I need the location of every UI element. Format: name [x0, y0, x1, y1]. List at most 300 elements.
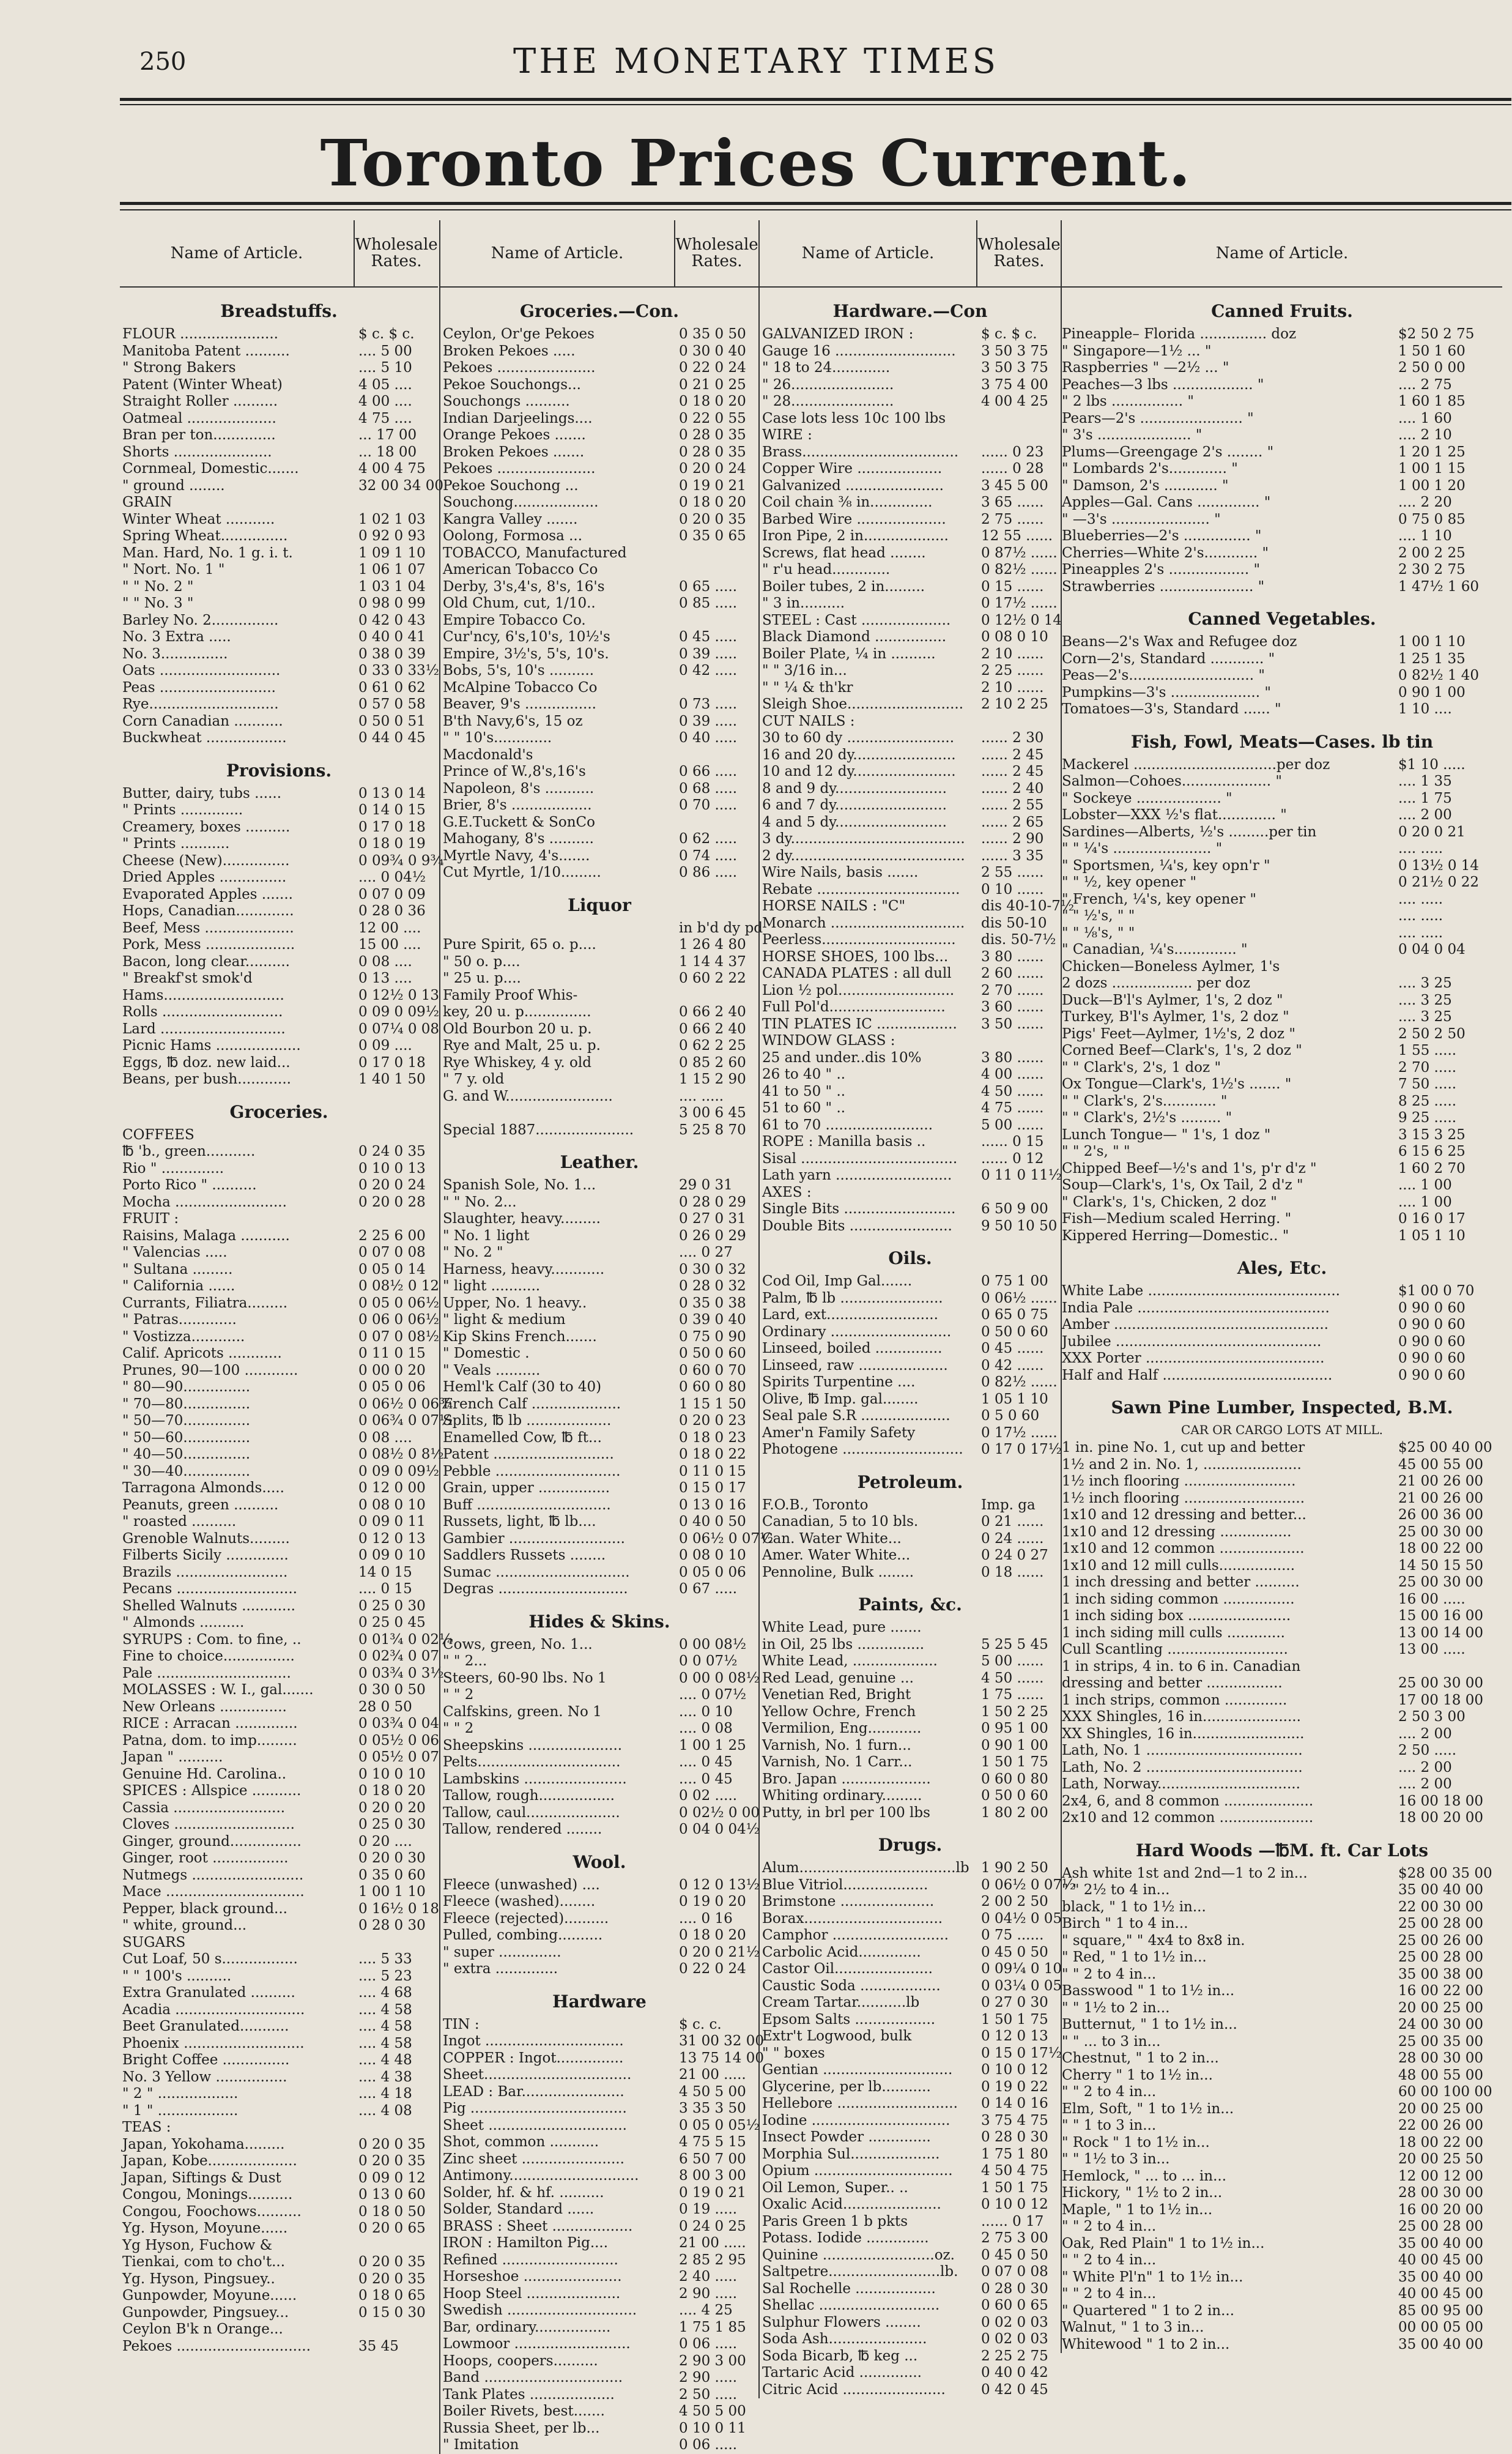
price-row [1062, 1334, 1502, 1351]
wholesale-rate: .... 4 38 [358, 2069, 412, 2085]
wholesale-rate: 0 18 0 22 [679, 1446, 746, 1462]
wholesale-rate: 0 04 0 04 [1398, 942, 1466, 957]
article-name: Sulphur Flowers ........ [762, 2314, 921, 2330]
wholesale-rate: 0 05 0 06½ [358, 1295, 440, 1311]
section-title: Ales, Etc. [1237, 1258, 1327, 1278]
article-name: Ginger, root ................. [122, 1850, 289, 1866]
article-name: Pale .............................. [122, 1665, 291, 1681]
price-row [1062, 1350, 1502, 1367]
article-name: Basswood " 1 to 1½ in... [1062, 1983, 1235, 1999]
wholesale-rate: 0 09 0 11 [358, 1514, 426, 1530]
wholesale-rate: 14 50 15 50 [1398, 1557, 1483, 1574]
price-row [440, 2050, 764, 2067]
wholesale-rate: 16 00 22 00 [1398, 1983, 1483, 1999]
article-name: Walnut, " 1 to 3 in... [1062, 2319, 1204, 2335]
price-row [1062, 1161, 1502, 1178]
article-name: Solder, hf. & hf. .......... [443, 2184, 604, 2201]
article-name: Slaughter, heavy......... [443, 1211, 601, 1227]
article-name: Oak, Red Plain" 1 to 1½ in... [1062, 2235, 1265, 2251]
wholesale-rate: 0 28 0 36 [358, 903, 426, 919]
price-row [1062, 1558, 1502, 1575]
wholesale-rate: 0 07 0 08 [358, 1244, 426, 1260]
price-row [760, 898, 1075, 915]
article-name: Peaches—3 lbs .................. " [1062, 376, 1264, 393]
wholesale-rate: 4 50 5 00 [679, 2403, 746, 2419]
wholesale-rate: 0 00 0 20 [358, 1362, 426, 1378]
article-name: B'th Navy,6's, 15 oz [443, 713, 583, 729]
article-name: Myrtle Navy, 4's....... [443, 847, 590, 864]
article-name: Filberts Sicily .............. [122, 1547, 289, 1563]
wholesale-rate: 0 74 ..... [679, 847, 738, 864]
article-name: Broken Pekoes ....... [443, 444, 585, 460]
price-row [440, 831, 758, 848]
wholesale-rate: 0 13 0 60 [358, 2187, 426, 2203]
price-row [120, 696, 438, 713]
wholesale-rate: 0 09 0 12 [358, 2170, 426, 2186]
article-name: LEAD : Bar....................... [443, 2083, 624, 2100]
price-row [760, 1117, 1061, 1134]
wholesale-rate: 1 20 1 25 [1398, 444, 1466, 460]
wholesale-rate: 7 50 ..... [1398, 1076, 1457, 1092]
article-name: black, " 1 to 1½ in... [1062, 1898, 1206, 1915]
price-row [760, 1307, 1061, 1324]
article-name: " Strong Bakers [122, 360, 236, 376]
price-row [1062, 343, 1502, 360]
wholesale-rate: 2 75 ...... [981, 511, 1044, 527]
article-name: SPICES : Allspice ........... [122, 1783, 302, 1799]
article-name: Lath, Norway................................ [1062, 1776, 1300, 1792]
wholesale-rate: 2 85 2 95 [679, 2251, 746, 2268]
price-row [1062, 377, 1502, 394]
wholesale-rate: $2 50 2 75 [1398, 326, 1475, 342]
price-row [1062, 545, 1502, 562]
article-name: Hemlock, " ... to ... in... [1062, 2168, 1227, 2184]
wholesale-rate: 00 00 05 00 [1398, 2319, 1483, 2335]
price-row [440, 987, 758, 1005]
price-row [760, 494, 1061, 511]
wholesale-rate: .... 2 75 [1398, 376, 1452, 393]
price-row [1062, 1726, 1502, 1743]
price-row [760, 1167, 1061, 1184]
wholesale-rate [1392, 959, 1502, 976]
article-name: Empire Tobacco Co. [443, 612, 586, 628]
article-name: IRON : Hamilton Pig.... [443, 2235, 609, 2251]
price-row [120, 1648, 438, 1665]
article-name: Ginger, ground................ [122, 1833, 302, 1850]
wholesale-rate: 0 07¼ 0 08 [358, 1021, 440, 1037]
price-row [1062, 2151, 1502, 2168]
wholesale-rate: $ c. c. [679, 2016, 722, 2032]
wholesale-rate [975, 411, 1061, 428]
wholesale-rate: 4 50 ...... [981, 1083, 1044, 1099]
wholesale-rate: 0 82½ 1 40 [1398, 667, 1480, 683]
article-name: Corn—2's, Standard ............ " [1062, 650, 1275, 667]
wholesale-rate: 0 45 ..... [679, 629, 738, 645]
article-name: Raisins, Malaga ........... [122, 1227, 290, 1244]
wholesale-rate: 0 08½ 0 8½ [358, 1446, 444, 1462]
wholesale-rate: 0 04½ 0 05 [981, 1910, 1062, 1927]
wholesale-rate: 0 08 .... [358, 953, 412, 970]
price-row [760, 1050, 1061, 1067]
wholesale-rate: 0 06 0 06½ [358, 1312, 440, 1328]
article-name: " light ........... [443, 1278, 541, 1294]
article-name: Pork, Mess .................... [122, 937, 295, 953]
article-name: " 7 y. old [443, 1071, 505, 1087]
article-name: " " ¼ & th'kr [762, 679, 853, 696]
price-row [120, 393, 438, 411]
price-row [120, 1867, 438, 1884]
article-name: " 1 " .................. [122, 2102, 239, 2119]
wholesale-rate: 2 30 2 75 [1398, 562, 1466, 578]
wholesale-rate: .... 1 75 [1398, 790, 1452, 806]
price-row [1062, 2118, 1502, 2135]
article-name: Hops, Canadian............. [122, 903, 294, 919]
article-name: " " 1 to 3 in... [1062, 2118, 1157, 2133]
article-name: Amer'n Family Safety [762, 1424, 916, 1441]
article-name: Quinine .........................oz. [762, 2247, 955, 2263]
price-row [120, 920, 438, 937]
section-title: Fish, Fowl, Meats—Cases. lb tin [1130, 731, 1434, 752]
price-row [440, 848, 758, 865]
price-row [120, 1733, 438, 1750]
section-title: Groceries. [229, 1101, 328, 1122]
wholesale-rate: 0 08 0 10 [679, 1547, 746, 1563]
wholesale-rate: 0 18 0 20 [358, 1783, 426, 1799]
wholesale-rate: .... 0 45 [679, 1771, 733, 1787]
price-row [440, 612, 758, 630]
article-name: Ox Tongue—Clark's, 1½'s ....... " [1062, 1076, 1292, 1092]
price-row [120, 2271, 438, 2288]
article-name: " French, ¼'s, key opener " [1062, 891, 1256, 907]
wholesale-rate: $25 00 40 00 [1398, 1440, 1492, 1456]
wholesale-rate: 0 11 0 15 [358, 1345, 426, 1361]
article-name: Lambskins ....................... [443, 1771, 627, 1787]
wholesale-rate: 12 00 .... [358, 920, 421, 936]
price-row [120, 326, 438, 343]
price-row [1062, 807, 1502, 824]
article-name: Tartaric Acid .............. [762, 2365, 922, 2381]
wholesale-rate [975, 1619, 1061, 1637]
price-row [120, 545, 438, 562]
wholesale-rate: ...... 0 15 [981, 1134, 1044, 1150]
article-name: TIN : [443, 2016, 480, 2032]
wholesale-rate: 0 10 0 13 [358, 1160, 426, 1177]
wholesale-rate: 1 47½ 1 60 [1398, 578, 1480, 595]
price-row [440, 1363, 758, 1380]
wholesale-rate: 2 50 ..... [679, 2386, 738, 2403]
price-row [1062, 1300, 1502, 1317]
price-row [760, 915, 1061, 932]
article-name: Bar, ordinary................. [443, 2319, 611, 2335]
price-row [760, 764, 1061, 781]
article-name: Pekoes ...................... [443, 360, 596, 376]
wholesale-rate: 0 95 1 00 [981, 1720, 1048, 1736]
wholesale-rate: 0 15 0 30 [358, 2304, 426, 2321]
wholesale-rate: ...... 2 40 [981, 780, 1044, 797]
wholesale-rate: 0 35 0 60 [358, 1867, 426, 1883]
price-row [760, 730, 1061, 747]
article-name: Lard ............................ [122, 1021, 286, 1037]
wholesale-rate: 13 75 14 00 [679, 2050, 764, 2066]
article-name: Kippered Herring—Domestic.. " [1062, 1227, 1289, 1244]
price-row [760, 1637, 1061, 1654]
article-name: Bright Coffee ............... [122, 2052, 290, 2068]
article-name: " No. 2 " [443, 1244, 503, 1260]
price-row [440, 1687, 758, 1704]
price-row [1062, 1675, 1502, 1692]
article-name: Peas—2's............................ " [1062, 667, 1265, 683]
article-name: " " boxes [762, 2045, 825, 2061]
price-row [760, 326, 1061, 343]
wholesale-rate: ...... 0 12 [981, 1150, 1044, 1167]
wholesale-rate: 6 50 9 00 [981, 1201, 1048, 1217]
article-name: " Breakf'st smok'd [122, 970, 253, 986]
price-row [120, 646, 438, 663]
wholesale-rate: 18 00 22 00 [1398, 2134, 1483, 2151]
price-row [1062, 1177, 1502, 1194]
article-name: Sheepskins ..................... [443, 1737, 623, 1753]
wholesale-rate: 14 0 15 [358, 1564, 412, 1580]
price-row [120, 680, 438, 697]
price-row [760, 427, 1061, 444]
price-row [120, 1917, 438, 1935]
price-row [1062, 579, 1502, 596]
price-row [1062, 1810, 1502, 1827]
section-title: Liquor [568, 894, 631, 915]
price-row [760, 663, 1061, 680]
price-row [440, 2420, 758, 2437]
price-row [760, 1016, 1061, 1033]
article-name: Antimony............................. [443, 2168, 639, 2184]
price-row [120, 836, 438, 853]
wholesale-rate [975, 427, 1061, 444]
wholesale-rate: 40 00 45 00 [1398, 2286, 1483, 2302]
price-row [120, 444, 438, 461]
wholesale-rate: 0 17 0 18 [358, 1054, 426, 1071]
article-name: Venetian Red, Bright [762, 1687, 911, 1703]
article-name: Beaver, 9's ................ [443, 696, 596, 712]
price-row [120, 2170, 438, 2187]
wholesale-rate: .... 0 07½ [679, 1687, 747, 1703]
article-name: Butter, dairy, tubs ...... [122, 785, 282, 801]
wholesale-rate: 1 50 1 75 [981, 2011, 1048, 2028]
article-name: 51 to 60 " .. [762, 1100, 846, 1116]
article-name: Spanish Sole, No. 1... [443, 1177, 596, 1193]
article-name: 1x10 and 12 dressing and better... [1062, 1507, 1306, 1523]
wholesale-rate: .... 4 48 [358, 2052, 412, 2068]
wholesale-rate: 1 50 1 75 [981, 1754, 1048, 1770]
wholesale-rate: 0 18 0 20 [679, 1927, 746, 1943]
price-row [1062, 1317, 1502, 1334]
wholesale-rate: 0 03¾ 0 3½ [358, 1665, 444, 1681]
article-name: " White Pl'n" 1 to 1½ in... [1062, 2269, 1243, 2285]
wholesale-rate: 0 06½ 0 07½ [679, 1530, 774, 1547]
article-name: Iron Pipe, 2 in................... [762, 528, 949, 544]
article-name: Shellac ........................... [762, 2297, 940, 2313]
price-row [760, 848, 1061, 865]
price-row [760, 646, 1061, 663]
price-row [760, 2146, 1061, 2163]
price-row [760, 1084, 1061, 1101]
price-row [440, 696, 758, 713]
wholesale-rate: 20 00 25 00 [1398, 2100, 1483, 2117]
wholesale-rate: .... 5 33 [358, 1951, 412, 1967]
wholesale-rate: 0 06 ..... [679, 2336, 738, 2352]
price-row [760, 983, 1061, 1000]
price-row [1062, 2286, 1502, 2303]
wholesale-rate: .... ..... [679, 1088, 724, 1104]
price-row [1062, 2303, 1502, 2320]
section-subtitle: CAR OR CARGO LOTS AT MILL. [1181, 1422, 1383, 1437]
article-name: " square," " 4x4 to 8x8 in. [1062, 1932, 1245, 1949]
article-name: Pulled, combing.......... [443, 1927, 603, 1943]
article-name: Ingot ............................... [443, 2033, 624, 2049]
price-row [1062, 1793, 1502, 1810]
article-name: Kip Skins French....... [443, 1328, 597, 1345]
price-row [760, 1100, 1061, 1117]
price-row [120, 1968, 438, 1985]
article-name: Gunpowder, Pingsuey... [122, 2304, 289, 2321]
article-name: Wire Nails, basis ....... [762, 864, 919, 880]
price-row [1062, 1367, 1502, 1385]
wholesale-rate: 0 08 0 10 [358, 1497, 426, 1513]
article-name: Soda Bicarb, ℔ keg ... [762, 2348, 918, 2364]
price-row [120, 360, 438, 377]
price-row [760, 1894, 1061, 1911]
article-name: Varnish, No. 1 Carr... [762, 1754, 913, 1770]
wholesale-rate: dis 50-10 [981, 915, 1047, 931]
article-name: Castor Oil...................... [762, 1961, 933, 1977]
price-row [760, 1619, 1061, 1637]
wholesale-rate: 2 90 ..... [679, 2285, 738, 2302]
article-name: Extr't Logwood, bulk [762, 2028, 912, 2044]
price-row [120, 579, 438, 596]
wholesale-rate: $ c. $ c. [981, 326, 1037, 342]
wholesale-rate: 1 40 1 50 [358, 1071, 426, 1087]
price-row [440, 1704, 758, 1721]
wholesale-rate: 25 00 30 00 [1398, 1523, 1483, 1540]
wholesale-rate: 0 28 0 32 [679, 1278, 746, 1294]
wholesale-rate: 0 02¾ 0 07 [358, 1648, 440, 1664]
article-name: " Sockeye ................... " [1062, 790, 1232, 806]
price-row [760, 1514, 1061, 1531]
article-name: FRUIT : [122, 1211, 179, 1227]
article-name: MOLASSES : W. I., gal....... [122, 1682, 314, 1698]
wholesale-rate: 0 12 0 13 [981, 2028, 1048, 2044]
price-row [1062, 1591, 1502, 1608]
price-row [440, 747, 758, 764]
wholesale-rate: 0 05 0 05½ [679, 2117, 760, 2133]
article-name: Man. Hard, No. 1 g. i. t. [122, 545, 293, 561]
name-header: Name of Article. [491, 244, 624, 262]
price-row [760, 2315, 1061, 2332]
wholesale-rate: 0 44 0 45 [358, 730, 426, 746]
wholesale-rate: 2 50 3 00 [1398, 1709, 1466, 1725]
article-name [440, 920, 673, 937]
wholesale-rate: 0 20 0 20 [358, 1799, 426, 1816]
price-row [440, 680, 758, 697]
wholesale-rate: 2 25 2 75 [981, 2348, 1048, 2364]
article-name: Elm, Soft, " 1 to 1½ in... [1062, 2100, 1234, 2117]
price-row [120, 1884, 438, 1901]
price-row [760, 1978, 1061, 1995]
wholesale-rate: 1 50 1 75 [981, 2179, 1048, 2196]
wholesale-rate: ...... 2 65 [981, 814, 1044, 830]
wholesale-rate: 4 00 4 25 [981, 393, 1048, 409]
article-name: Grenoble Walnuts......... [122, 1530, 290, 1547]
article-name: Lard, ext......................... [762, 1307, 938, 1323]
price-row [1062, 1742, 1502, 1760]
price-row [120, 528, 438, 545]
price-row [120, 1935, 438, 1952]
article-name: White Lead, ................... [762, 1653, 938, 1669]
wholesale-rate: 0 73 ..... [679, 696, 738, 712]
price-row [1062, 908, 1502, 925]
wholesale-rate: 1 75 ...... [981, 1687, 1044, 1703]
price-row [120, 1850, 438, 1867]
wholesale-rate: $ c. $ c. [358, 326, 415, 342]
article-name: Souchongs .......... [443, 393, 570, 409]
price-row [1062, 1127, 1502, 1144]
wholesale-rate: 0 90 0 60 [1398, 1300, 1466, 1316]
price-row [440, 2134, 758, 2151]
article-name: GRAIN [122, 494, 172, 510]
article-name: Case lots less 10c 100 lbs [762, 410, 946, 426]
wholesale-rate: .... 4 68 [358, 1985, 412, 2001]
article-name: Apples—Gal. Cans .............. " [1062, 494, 1271, 510]
price-row [120, 494, 438, 511]
price-row [1062, 1211, 1502, 1228]
wholesale-rate: 21 00 ..... [679, 2235, 746, 2251]
price-row [440, 2302, 758, 2319]
wholesale-rate: 0 11 0 15 [679, 1463, 746, 1479]
wholesale-rate: 0 00 0 08½ [679, 1670, 760, 1686]
wholesale-rate: 0 01¾ 0 02¼ [358, 1631, 453, 1648]
price-row [760, 1860, 1061, 1877]
wholesale-rate [975, 1033, 1061, 1050]
price-row [120, 2136, 438, 2154]
wholesale-rate: 22 00 26 00 [1398, 2118, 1483, 2133]
wholesale-rate: 0 15 0 17 [679, 1480, 746, 1496]
article-name: Pineapples 2's .................. " [1062, 562, 1261, 578]
price-row [120, 1581, 438, 1598]
article-name: Congou, Foochows.......... [122, 2203, 302, 2220]
price-row [1062, 634, 1502, 651]
article-name: Tienkai, com to cho't... [122, 2254, 286, 2270]
article-name: Corned Beef—Clark's, 1's, 2 doz " [1062, 1043, 1302, 1058]
wholesale-rate: 1 00 1 25 [679, 1737, 746, 1753]
price-row [440, 1547, 758, 1564]
article-name: Beef, Mess .................... [122, 920, 294, 936]
wholesale-rate: .... 4 08 [358, 2102, 412, 2119]
wholesale-rate: 16 00 ..... [1398, 1591, 1466, 1607]
price-row [120, 2103, 438, 2120]
wholesale-rate: 0 18 0 50 [358, 2203, 426, 2220]
price-row [760, 1720, 1061, 1738]
article-name: " Lombards 2's............. " [1062, 461, 1238, 477]
wholesale-rate: 0 05 0 06 [679, 1564, 746, 1580]
article-name: Duck—B'l's Aylmer, 1's, 2 doz " [1062, 992, 1283, 1008]
wholesale-rate: 2 75 3 00 [981, 2230, 1048, 2246]
price-row [440, 954, 758, 971]
wholesale-rate: .... 4 58 [358, 2018, 412, 2034]
article-name: " 80—90............... [122, 1379, 251, 1395]
price-row [120, 730, 438, 747]
article-name: Japan, Kobe.................... [122, 2153, 297, 2169]
price-row [1062, 1865, 1502, 1883]
price-row [120, 887, 438, 904]
article-name: " " Clark's, 2's............ " [1062, 1093, 1228, 1109]
